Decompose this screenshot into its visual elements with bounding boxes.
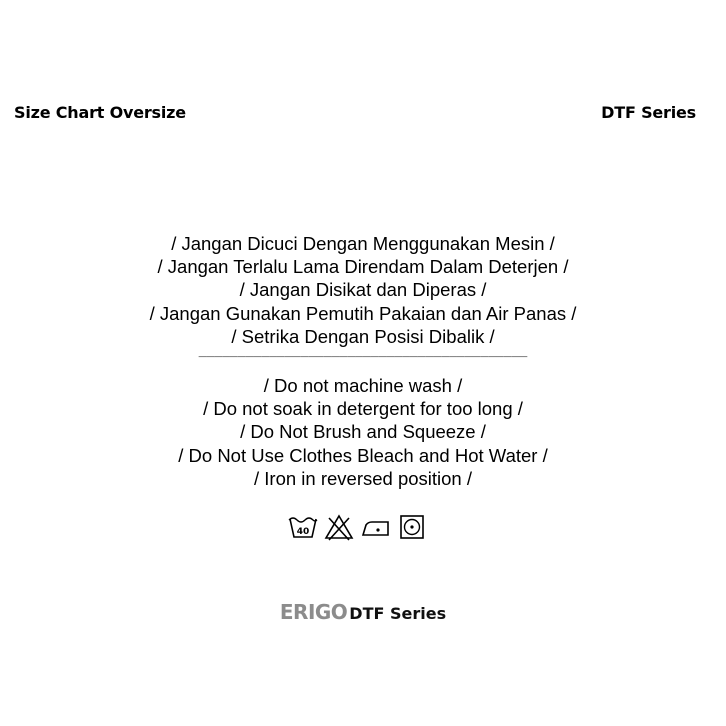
wash-temperature-label: 40 [296,527,310,537]
iron-icon [360,513,392,541]
tumble-dry-icon [398,513,426,541]
care-line: / Setrika Dengan Posisi Dibalik / [231,325,495,347]
care-instructions-english [0,374,726,490]
care-line: / Do not soak in detergent for too long / [203,398,523,420]
wash-40-icon [288,513,318,541]
divider-line: __________________________________________ [198,343,528,358]
care-line: / Do not machine wash / [263,375,463,396]
care-symbols [288,512,438,542]
care-line: / Iron in reversed position / [254,467,472,489]
brand-logo: ERIGO [279,600,348,624]
care-line: / Do Not Use Clothes Bleach and Hot Water / [178,444,548,466]
do-not-bleach-icon [324,513,354,541]
care-line: / Jangan Gunakan Pemutih Pakaian dan Air Panas / [149,302,577,324]
care-line: / Jangan Disikat dan Diperas / [239,279,487,301]
care-line: / Jangan Terlalu Lama Direndam Dalam Deterjen / [157,256,569,278]
footer [0,600,726,624]
series-title: DTF Series [601,103,696,122]
care-line: / Jangan Dicuci Dengan Menggunakan Mesin / [171,233,555,254]
footer-series: DTF Series [349,604,447,623]
care-line: / Do Not Brush and Squeeze / [240,421,486,443]
care-instructions-indonesian [0,232,726,348]
size-chart-title: Size Chart Oversize [14,103,186,122]
